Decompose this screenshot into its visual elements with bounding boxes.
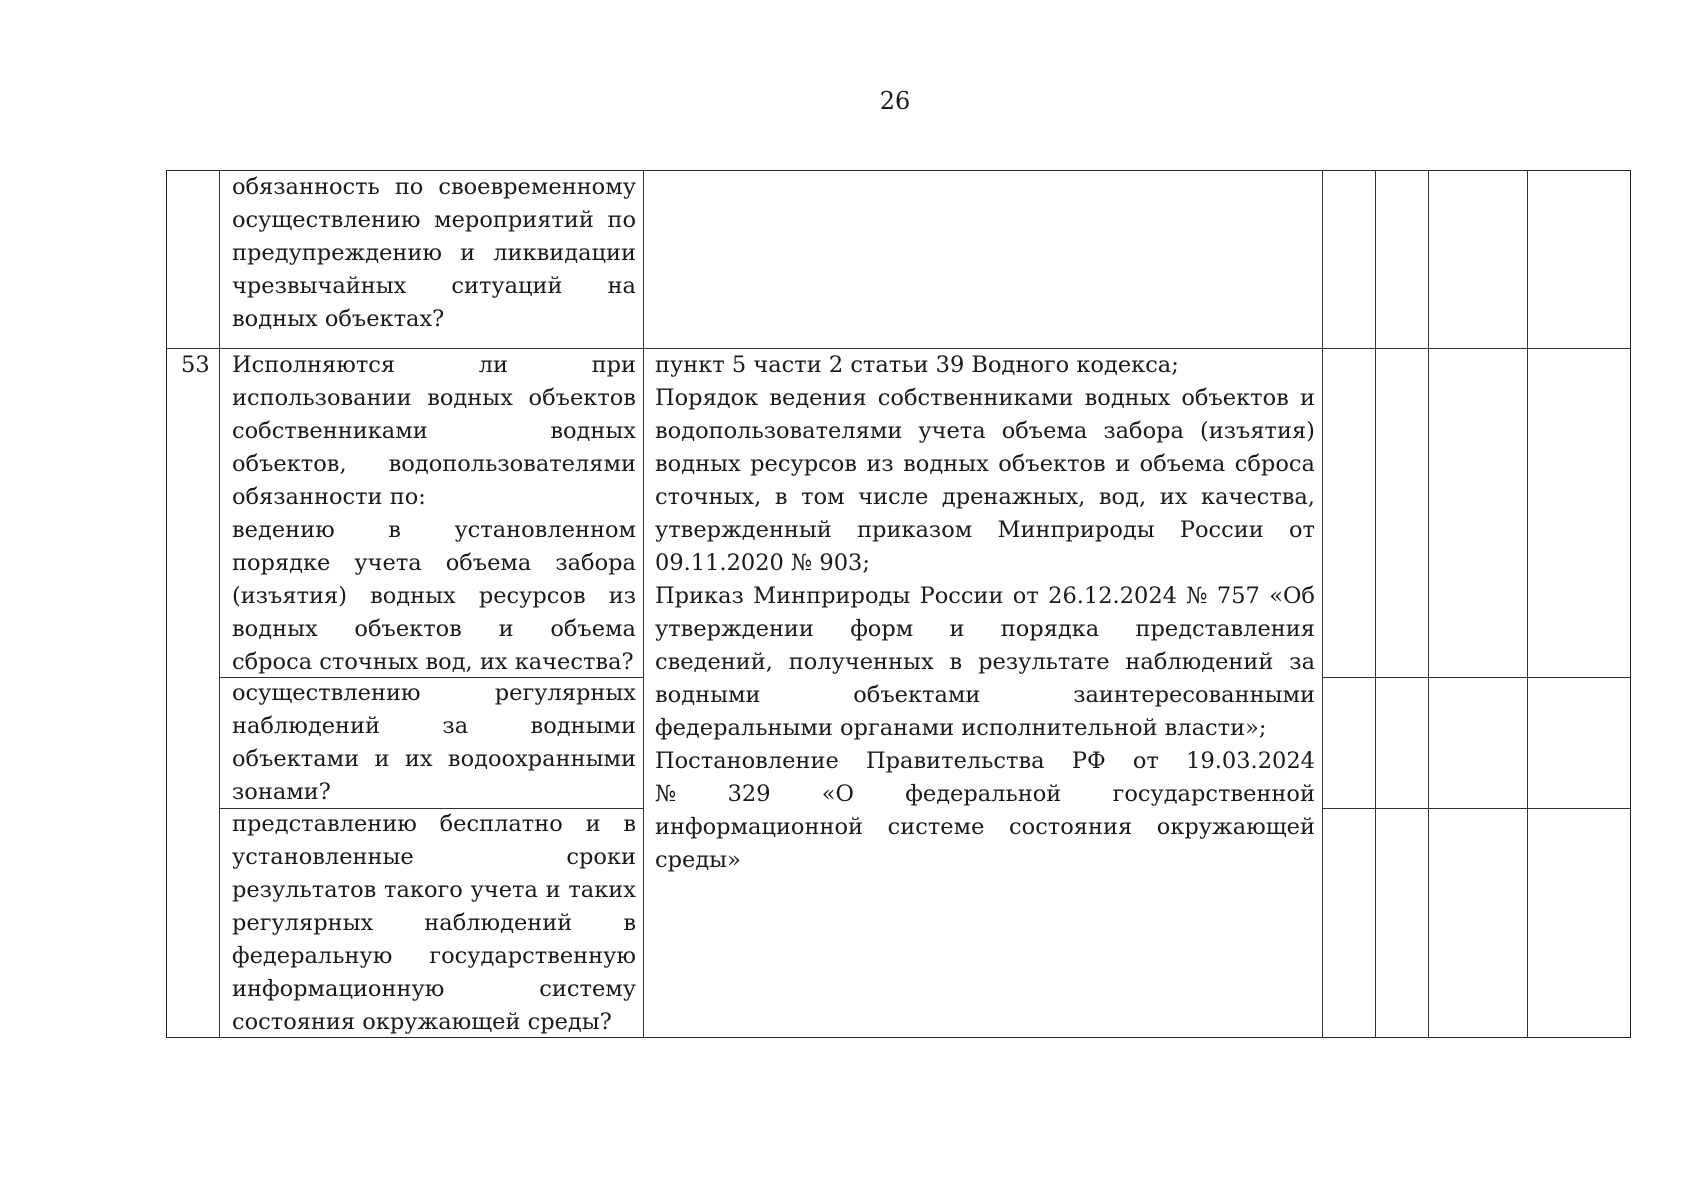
word: Правительства: [866, 748, 1045, 774]
word: сброса: [1234, 451, 1315, 477]
word: государственную: [429, 943, 636, 969]
word: обязанность: [232, 174, 380, 200]
word: объектов: [1181, 385, 1289, 411]
word: и: [460, 240, 476, 266]
text-line: [655, 415, 1315, 448]
word: объектами: [232, 746, 360, 772]
text-line: [232, 743, 636, 776]
word: и: [1115, 451, 1131, 477]
word: водных: [655, 451, 741, 477]
text-line: [232, 973, 636, 1006]
column-divider: [219, 170, 220, 1038]
word: учета: [354, 550, 422, 576]
text-line: [232, 349, 636, 382]
word: такого: [384, 877, 463, 903]
word: на: [607, 273, 636, 299]
word: таких: [568, 877, 636, 903]
word: дренажных,: [941, 484, 1086, 510]
word: использовании: [232, 385, 412, 411]
word: порядке: [232, 550, 331, 576]
word: числе: [858, 484, 929, 510]
word: бесплатно: [439, 811, 563, 837]
word: сроки: [566, 844, 636, 870]
text-line: [655, 745, 1315, 778]
word: (изъятия): [1199, 418, 1315, 444]
text-line: [655, 481, 1315, 514]
word: водных: [427, 385, 513, 411]
word: осуществлению: [232, 680, 421, 706]
text-line: [232, 710, 636, 743]
text-line: [655, 646, 1315, 679]
word: водных: [370, 583, 456, 609]
word: регулярных: [494, 680, 636, 706]
word: результатов: [232, 877, 377, 903]
word: своевременному: [438, 174, 636, 200]
row-number: 53: [181, 352, 210, 378]
text-line: [232, 415, 636, 448]
word: системе: [887, 814, 985, 840]
word: водных: [903, 451, 989, 477]
word: ли: [478, 352, 508, 378]
word: сточных,: [655, 484, 762, 510]
column-divider: [643, 170, 644, 1038]
word: ведения: [769, 385, 867, 411]
word: России: [919, 583, 1004, 609]
word: предупреждению: [232, 240, 442, 266]
word: заинтересованными: [1073, 682, 1315, 708]
word: от: [1288, 517, 1315, 543]
word: систему: [539, 976, 636, 1002]
word: объектов: [528, 385, 636, 411]
text-line: [232, 204, 636, 237]
word: Минприроды: [753, 583, 911, 609]
text-line: среды»: [655, 847, 741, 873]
word: результате: [978, 649, 1110, 675]
word: водоохранными: [447, 746, 636, 772]
text-line: [232, 613, 636, 646]
word: установленном: [454, 517, 636, 543]
text-line: [232, 171, 636, 204]
word: ситуаций: [451, 273, 563, 299]
word: их: [1159, 484, 1188, 510]
word: их: [404, 746, 433, 772]
word: осуществлению: [232, 207, 421, 233]
word: в: [623, 811, 636, 837]
word: водными: [655, 682, 761, 708]
text-line: [232, 514, 636, 547]
word: №: [655, 781, 677, 807]
word: из: [866, 451, 894, 477]
sub-row-divider: [1322, 808, 1631, 809]
text-line: [232, 808, 636, 841]
word: учета: [918, 418, 986, 444]
word: наблюдений: [232, 713, 380, 739]
word: приказом: [857, 517, 973, 543]
word: №: [1186, 583, 1208, 609]
word: объектов,: [232, 451, 347, 477]
word: 329: [727, 781, 771, 807]
text-line: водных объектах?: [232, 306, 445, 332]
text-line: [232, 580, 636, 613]
word: водопользователями: [655, 418, 903, 444]
text-line: [232, 874, 636, 907]
word: федеральной: [905, 781, 1062, 807]
column-divider: [1322, 170, 1323, 1038]
word: сведений,: [655, 649, 773, 675]
word: водопользователями: [388, 451, 636, 477]
text-line: [655, 382, 1315, 415]
word: водными: [530, 713, 636, 739]
word: «Об: [1269, 583, 1315, 609]
word: и: [585, 811, 601, 837]
word: форм: [850, 616, 914, 642]
word: окружающей: [1156, 814, 1315, 840]
word: ресурсов: [750, 451, 857, 477]
word: том: [801, 484, 845, 510]
question-cell-submission: [232, 808, 636, 1039]
word: объема: [550, 616, 636, 642]
word: и: [949, 616, 965, 642]
word: и: [1299, 385, 1315, 411]
text-line: [232, 841, 636, 874]
word: утвержденный: [655, 517, 832, 543]
word: федеральную: [232, 943, 393, 969]
text-line: [232, 677, 636, 710]
text-line: зонами?: [232, 779, 331, 805]
word: учета: [470, 877, 538, 903]
text-line: состояния окружающей среды?: [232, 1009, 612, 1035]
word: объема: [1001, 418, 1088, 444]
word: объектов: [998, 451, 1106, 477]
word: утверждении: [655, 616, 814, 642]
word: водных: [550, 418, 636, 444]
word: «О: [821, 781, 854, 807]
text-line: [655, 778, 1315, 811]
word: из: [608, 583, 636, 609]
text-line: [232, 382, 636, 415]
word: объектов: [354, 616, 462, 642]
text-line: обязанности по:: [232, 484, 426, 510]
column-divider: [1375, 170, 1376, 1038]
word: от: [1012, 583, 1039, 609]
word: водных: [1084, 385, 1171, 411]
word: за: [442, 713, 469, 739]
text-line: [232, 237, 636, 270]
word: и: [545, 877, 561, 903]
word: представления: [1135, 616, 1315, 642]
word: ведению: [232, 517, 335, 543]
question-cell-observations: [232, 677, 636, 809]
word: по: [394, 174, 424, 200]
word: качества,: [1201, 484, 1315, 510]
word: по: [607, 207, 636, 233]
column-divider: [1527, 170, 1528, 1038]
text-line: федеральными органами исполнительной власти»;: [655, 715, 1267, 741]
word: состояния: [1009, 814, 1133, 840]
word: Исполняются: [232, 352, 396, 378]
sub-row-divider: [1322, 677, 1631, 678]
word: России: [1179, 517, 1264, 543]
text-line: [232, 907, 636, 940]
text-line: [232, 547, 636, 580]
word: представлению: [232, 811, 417, 837]
word: чрезвычайных: [232, 273, 407, 299]
word: Минприроды: [997, 517, 1155, 543]
text-line: [655, 580, 1315, 613]
word: наблюдений: [1125, 649, 1274, 675]
word: установленные: [232, 844, 414, 870]
page-number: 26: [879, 87, 911, 115]
word: 26.12.2024: [1048, 583, 1177, 609]
word: в: [774, 484, 788, 510]
text-line: [655, 679, 1315, 712]
text-line: [655, 514, 1315, 547]
word: мероприятий: [434, 207, 594, 233]
text-line: 09.11.2020 № 903;: [655, 550, 870, 576]
word: (изъятия): [232, 583, 347, 609]
word: Порядок: [655, 385, 759, 411]
word: при: [591, 352, 636, 378]
word: РФ: [1071, 748, 1106, 774]
word: ликвидации: [493, 240, 636, 266]
word: государственной: [1112, 781, 1315, 807]
word: 757: [1216, 583, 1260, 609]
word: забора: [1103, 418, 1184, 444]
word: информационную: [232, 976, 445, 1002]
word: собственниками: [877, 385, 1074, 411]
word: объема: [445, 550, 532, 576]
word: объектами: [853, 682, 981, 708]
word: от: [1132, 748, 1159, 774]
word: в: [949, 649, 963, 675]
word: порядка: [1000, 616, 1100, 642]
text-line: [655, 613, 1315, 646]
word: наблюдений: [424, 910, 573, 936]
text-line: пункт 5 части 2 статьи 39 Водного кодекса;: [655, 352, 1179, 378]
word: в: [623, 910, 636, 936]
word: Приказ: [655, 583, 744, 609]
word: забора: [555, 550, 636, 576]
column-divider: [1428, 170, 1429, 1038]
word: объема: [1139, 451, 1226, 477]
word: водных: [232, 616, 318, 642]
continued-question-cell: [232, 171, 636, 336]
word: полученных: [788, 649, 934, 675]
text-line: [232, 940, 636, 973]
word: в: [388, 517, 401, 543]
text-line: [232, 448, 636, 481]
word: вод,: [1098, 484, 1147, 510]
word: и: [374, 746, 390, 772]
word: Постановление: [655, 748, 839, 774]
word: ресурсов: [478, 583, 586, 609]
word: и: [498, 616, 514, 642]
word: 19.03.2024: [1186, 748, 1315, 774]
question-cell-accounting: [232, 349, 636, 679]
word: за: [1289, 649, 1315, 675]
word: информационной: [655, 814, 864, 840]
text-line: [232, 270, 636, 303]
requirements-cell: [655, 349, 1315, 877]
text-line: сброса сточных вод, их качества?: [232, 649, 634, 675]
text-line: [655, 811, 1315, 844]
text-line: [655, 448, 1315, 481]
word: собственниками: [232, 418, 428, 444]
word: регулярных: [232, 910, 374, 936]
